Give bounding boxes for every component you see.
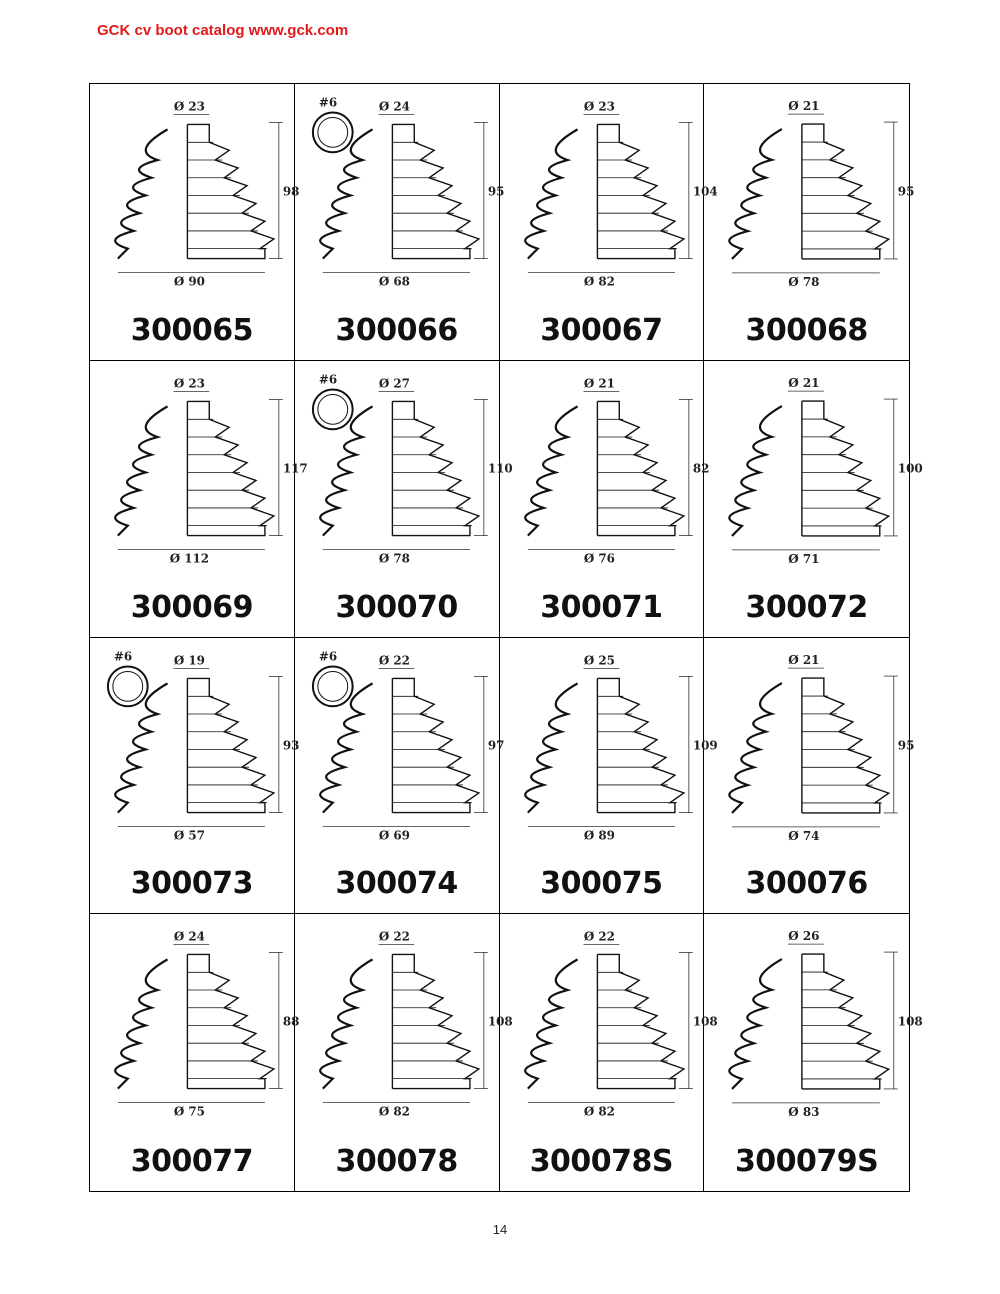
boot-outline <box>320 401 479 535</box>
boot-card <box>90 914 300 1191</box>
boot-card <box>90 84 300 361</box>
height-label: 95 <box>898 737 915 752</box>
boot-outline <box>115 678 274 812</box>
boot-drawing <box>295 361 513 576</box>
boot-drawing <box>500 84 718 299</box>
bottom-diameter-label: Ø 78 <box>788 274 820 289</box>
part-number: 300073 <box>130 866 253 902</box>
part-number: 300078S <box>529 1144 674 1179</box>
height-label: 93 <box>282 737 300 752</box>
boot-card <box>704 84 915 361</box>
height-label: 82 <box>692 461 709 476</box>
part-number: 300078 <box>335 1144 458 1179</box>
top-diameter-label: Ø 21 <box>788 375 820 390</box>
part-number: 300079S <box>734 1144 879 1179</box>
top-diameter-label: Ø 21 <box>788 99 820 114</box>
top-diameter-label: Ø 24 <box>378 99 410 114</box>
boot-card <box>295 914 513 1191</box>
part-number: 300075 <box>540 866 663 902</box>
part-number: 300074 <box>335 866 458 902</box>
bottom-diameter-label: Ø 68 <box>378 274 410 289</box>
height-label: 109 <box>692 737 718 752</box>
bottom-diameter-label: Ø 57 <box>173 827 205 842</box>
height-label: 108 <box>692 1014 718 1029</box>
spline-label: #6 <box>113 649 133 664</box>
top-diameter-label: Ø 21 <box>788 652 820 667</box>
spline-label: #6 <box>318 649 337 664</box>
bottom-diameter-label: Ø 76 <box>583 551 615 566</box>
bottom-diameter-label: Ø 75 <box>173 1104 205 1119</box>
bottom-diameter-label: Ø 78 <box>378 551 410 566</box>
boot-drawing <box>90 361 308 576</box>
boot-outline <box>525 678 684 812</box>
bottom-diameter-label: Ø 71 <box>788 551 820 566</box>
top-diameter-label: Ø 23 <box>583 99 615 114</box>
boot-outline <box>525 955 684 1089</box>
part-number: 300069 <box>130 589 253 625</box>
height-label: 108 <box>898 1014 923 1029</box>
boot-card <box>500 914 718 1191</box>
height-label: 95 <box>898 184 915 199</box>
height-label: 108 <box>487 1014 513 1029</box>
part-number: 300070 <box>335 589 458 625</box>
boot-card <box>295 638 505 915</box>
boot-card <box>295 84 505 361</box>
top-diameter-label: Ø 19 <box>173 652 205 667</box>
boot-drawing <box>704 914 923 1129</box>
top-diameter-label: Ø 21 <box>583 376 615 391</box>
boot-card <box>704 914 923 1191</box>
boot-drawing <box>295 914 513 1129</box>
boot-outline <box>730 124 889 259</box>
spline-icon <box>108 666 148 706</box>
catalog-header: GCK cv boot catalog www.gck.com <box>97 22 349 39</box>
top-diameter-label: Ø 22 <box>378 929 410 944</box>
boot-drawing <box>704 638 915 853</box>
height-label: 95 <box>487 184 505 199</box>
boot-outline <box>730 678 889 813</box>
part-number: 300071 <box>540 589 663 625</box>
height-label: 100 <box>898 461 923 476</box>
part-number: 300076 <box>745 866 868 902</box>
boot-card <box>295 361 513 638</box>
height-label: 117 <box>282 461 308 476</box>
top-diameter-label: Ø 24 <box>173 929 205 944</box>
boot-outline <box>525 124 684 258</box>
boot-outline <box>115 955 274 1089</box>
boot-outline <box>525 401 684 535</box>
boot-drawing <box>500 914 718 1129</box>
spline-label: #6 <box>318 95 337 110</box>
bottom-diameter-label: Ø 82 <box>583 274 615 289</box>
top-diameter-label: Ø 22 <box>583 929 615 944</box>
boot-drawing <box>704 84 915 299</box>
boot-drawing <box>90 914 300 1129</box>
height-label: 88 <box>282 1014 300 1029</box>
boot-outline <box>115 124 274 258</box>
boot-drawing <box>704 361 923 576</box>
height-label: 97 <box>487 737 505 752</box>
bottom-diameter-label: Ø 89 <box>583 827 615 842</box>
boot-drawing <box>90 84 300 299</box>
boot-card <box>90 638 300 915</box>
bottom-diameter-label: Ø 90 <box>173 274 205 289</box>
boot-drawing <box>500 361 709 576</box>
spline-icon <box>313 389 353 429</box>
top-diameter-label: Ø 27 <box>378 376 410 391</box>
bottom-diameter-label: Ø 82 <box>583 1104 615 1119</box>
boot-drawing <box>295 638 505 853</box>
top-diameter-label: Ø 22 <box>378 652 410 667</box>
bottom-diameter-label: Ø 82 <box>378 1104 410 1119</box>
height-label: 98 <box>282 184 300 199</box>
boot-outline <box>115 401 274 535</box>
bottom-diameter-label: Ø 74 <box>788 828 820 843</box>
page-number: 14 <box>492 1222 508 1237</box>
part-number: 300077 <box>130 1144 253 1179</box>
spline-label: #6 <box>318 372 337 387</box>
boot-card <box>500 84 718 361</box>
boot-card <box>500 361 709 638</box>
part-number: 300066 <box>335 312 458 348</box>
part-number: 300067 <box>540 312 663 348</box>
top-diameter-label: Ø 25 <box>583 652 615 667</box>
spline-icon <box>313 112 353 152</box>
bottom-diameter-label: Ø 112 <box>169 551 210 566</box>
boot-grid <box>89 83 923 1192</box>
spline-icon <box>313 666 353 706</box>
height-label: 104 <box>692 184 718 199</box>
part-number: 300072 <box>745 589 868 625</box>
top-diameter-label: Ø 26 <box>788 929 820 944</box>
top-diameter-label: Ø 23 <box>173 376 205 391</box>
boot-drawing <box>295 84 505 299</box>
boot-outline <box>320 678 479 812</box>
boot-outline <box>730 954 889 1089</box>
boot-card <box>704 638 915 915</box>
top-diameter-label: Ø 23 <box>173 99 205 114</box>
bottom-diameter-label: Ø 69 <box>378 827 410 842</box>
boot-drawing <box>90 638 300 853</box>
boot-outline <box>730 401 889 536</box>
boot-outline <box>320 124 479 258</box>
part-number: 300065 <box>130 312 253 348</box>
boot-card <box>500 638 718 915</box>
boot-card <box>704 361 923 638</box>
bottom-diameter-label: Ø 83 <box>788 1105 820 1120</box>
boot-card <box>90 361 308 638</box>
boot-outline <box>320 955 479 1089</box>
part-number: 300068 <box>745 312 868 348</box>
boot-drawing <box>500 638 718 853</box>
height-label: 110 <box>487 461 513 476</box>
